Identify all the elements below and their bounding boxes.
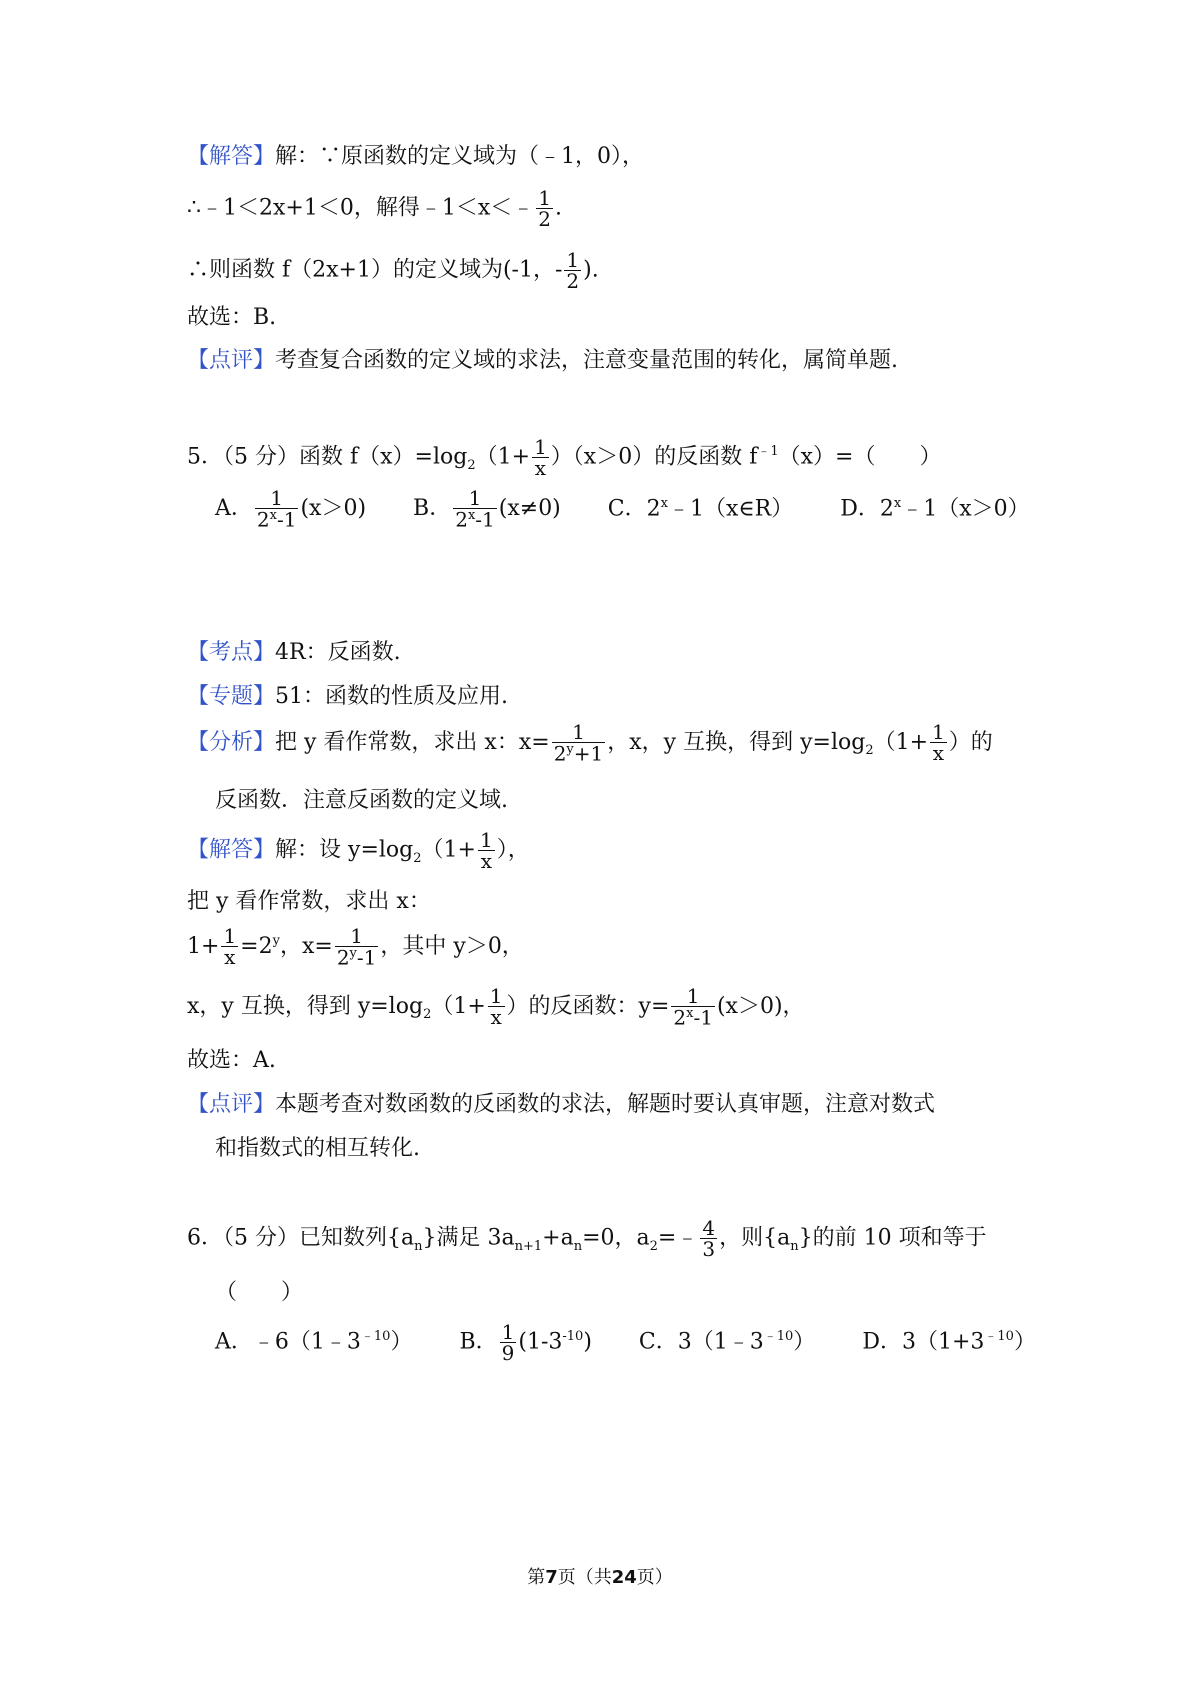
text: ）的反函数：y=	[506, 993, 670, 1019]
q5-solution-line1	[187, 830, 530, 871]
text: （1+	[421, 837, 476, 863]
text: 5．（5 分）函数 f（x）=log	[187, 444, 468, 470]
denominator	[671, 1006, 715, 1028]
denominator: 9	[501, 1341, 515, 1365]
option-label: A．	[215, 495, 253, 521]
text: =2	[240, 933, 273, 959]
text: =﹣	[657, 1225, 699, 1251]
q5-solution-line2: 把 y 看作常数，求出 x：	[187, 889, 431, 914]
option-label: C．	[638, 1329, 678, 1355]
fraction	[532, 437, 549, 478]
text: 把 y 看作常数，求出 x：x=	[275, 729, 550, 755]
q5-option-d[interactable]	[840, 497, 1029, 520]
q6-stem-line2: （ ）	[215, 1280, 304, 1305]
denominator: 2	[538, 207, 551, 231]
page-footer	[0, 1563, 1200, 1589]
denominator	[453, 508, 497, 530]
subscript: n	[414, 1238, 423, 1254]
den-base: 2	[553, 741, 567, 766]
superscript: y	[349, 946, 357, 961]
text: (x＞0)，	[716, 993, 805, 1019]
text: （1+	[873, 729, 929, 755]
q5-kaodian	[187, 642, 401, 664]
numerator: 4	[702, 1216, 716, 1240]
text: ，则{a	[719, 1225, 791, 1251]
tag-jieda: 【解答】	[187, 837, 276, 863]
fraction	[488, 984, 505, 1030]
q6-option-a[interactable]	[215, 1330, 412, 1353]
footer-text: 页（共	[557, 1567, 612, 1588]
option-label: B．	[459, 1329, 498, 1355]
option-label: C．	[607, 495, 647, 521]
q5-options	[215, 488, 1070, 530]
text: ﹣1（x＞0）	[901, 495, 1030, 521]
numerator: 1	[479, 828, 493, 852]
den-rest: -1	[475, 507, 495, 532]
text: ）的	[948, 729, 993, 755]
text: ﹣6（1﹣3	[252, 1329, 361, 1355]
page-number: 7	[545, 1567, 558, 1588]
text: }满足 3a	[422, 1225, 515, 1251]
text: x，y 互换，得到 y=log	[187, 993, 424, 1019]
superscript: ﹣10	[763, 1329, 794, 1345]
numerator: 1	[270, 486, 284, 510]
q5-option-c[interactable]	[608, 497, 793, 520]
denominator: x	[478, 850, 495, 871]
fraction	[552, 722, 606, 764]
superscript: y	[566, 742, 574, 757]
den-base: 2	[673, 1005, 687, 1030]
text: （1+	[431, 993, 486, 1019]
text: 1+	[187, 933, 220, 959]
denominator: 3	[702, 1237, 716, 1261]
q5-fenxi-line2: 反函数．注意反函数的定义域.	[215, 788, 508, 813]
total-pages: 24	[611, 1567, 637, 1588]
superscript: x	[467, 508, 476, 523]
subscript: 2	[413, 850, 422, 866]
text: (1-3	[518, 1329, 563, 1355]
q4-solution-line1	[187, 146, 644, 168]
text: 4R：反函数.	[275, 640, 401, 665]
text: 2	[879, 495, 894, 521]
text: 3（1﹣3	[677, 1329, 764, 1355]
numerator: 1	[572, 720, 585, 744]
q4-solution-line3	[187, 250, 599, 291]
fraction	[453, 488, 497, 530]
superscript: y	[272, 933, 280, 949]
subscript: 2	[865, 743, 874, 759]
numerator: 1	[538, 186, 551, 210]
condition: (x＞0)	[300, 495, 367, 521]
superscript: ﹣10	[984, 1329, 1014, 1345]
subscript: 2	[467, 457, 476, 473]
subscript: n	[573, 1238, 583, 1254]
denominator	[255, 508, 299, 530]
option-label: D．	[840, 495, 880, 521]
fraction	[255, 488, 299, 530]
text: ），	[496, 837, 530, 863]
tag-kaodian: 【考点】	[187, 640, 276, 665]
footer-text: 页）	[636, 1567, 673, 1588]
denominator: x	[488, 1006, 505, 1027]
text: ）（x＞0）的反函数 f	[550, 444, 758, 470]
den-rest: -1	[276, 507, 297, 532]
superscript: -10	[562, 1329, 584, 1345]
text: ﹣1（x∈R）	[667, 495, 794, 521]
numerator: 1	[534, 435, 547, 459]
numerator: 1	[932, 720, 945, 745]
fraction	[335, 926, 379, 968]
text: )	[583, 1329, 592, 1355]
den-rest: -1	[356, 945, 377, 970]
text: 解：∵原函数的定义域为（﹣1，0），	[275, 144, 645, 169]
superscript: x	[686, 1006, 694, 1021]
fraction	[700, 1218, 717, 1259]
q4-answer: 故选：B.	[187, 305, 277, 330]
text: （x）=（ ）	[778, 444, 942, 470]
subscript: 2	[423, 1007, 432, 1023]
q5-review-line2: 和指数式的相互转化.	[215, 1136, 420, 1161]
fraction	[500, 1322, 517, 1363]
tag-dianping: 【点评】	[187, 348, 276, 373]
text: }的前 10 项和等于	[798, 1225, 987, 1251]
text: ，x，y 互换，得到 y=log	[607, 729, 866, 755]
text: ）	[390, 1329, 413, 1355]
text: 解：设 y=log	[275, 837, 414, 863]
q4-solution-line2	[187, 188, 562, 229]
text: +a	[542, 1225, 574, 1251]
text: =0，a	[582, 1225, 650, 1251]
text: 2	[646, 495, 661, 521]
superscript: x	[269, 508, 277, 523]
numerator: 1	[489, 984, 503, 1009]
q6-option-c[interactable]	[639, 1330, 815, 1353]
numerator: 1	[223, 924, 237, 949]
fraction	[564, 250, 581, 291]
fraction	[536, 188, 553, 229]
text: 本题考查对数函数的反函数的求法，解题时要认真审题，注意对数式	[275, 1092, 936, 1117]
denominator: x	[930, 742, 947, 763]
denominator: x	[532, 457, 549, 478]
q5-fenxi	[187, 722, 993, 764]
q6-options	[215, 1322, 1076, 1363]
subscript: n+1	[514, 1238, 543, 1254]
q5-option-b[interactable]	[413, 488, 561, 530]
numerator: 1	[350, 924, 363, 948]
option-label: B．	[413, 495, 452, 521]
q5-solution-line4	[187, 986, 805, 1028]
q4-review	[187, 350, 898, 372]
text: 51：函数的性质及应用.	[275, 684, 509, 709]
den-base: 2	[455, 507, 468, 532]
den-base: 2	[256, 507, 270, 532]
denominator	[335, 946, 379, 968]
denominator: x	[221, 946, 238, 967]
text: 3（1+3	[901, 1329, 985, 1355]
q5-stem	[187, 437, 941, 478]
text: ）	[1013, 1329, 1036, 1355]
den-rest: -1	[693, 1005, 713, 1030]
option-label: A．	[215, 1329, 253, 1355]
q5-review	[187, 1094, 935, 1116]
condition: (x≠0)	[498, 495, 561, 521]
numerator: 1	[501, 1320, 515, 1344]
superscript: x	[660, 495, 668, 511]
fraction	[221, 924, 238, 970]
den-base: 2	[336, 945, 350, 970]
text: 6．（5 分）已知数列{a	[187, 1225, 415, 1251]
q5-solution-line3	[187, 926, 524, 968]
numerator: 1	[686, 984, 700, 1008]
footer-text: 第	[527, 1567, 546, 1588]
q5-option-a[interactable]	[215, 488, 366, 530]
tag-jieda: 【解答】	[187, 144, 276, 169]
subscript: n	[790, 1238, 799, 1254]
tag-fenxi: 【分析】	[187, 729, 276, 755]
text: .	[554, 195, 562, 221]
tag-zhuanti: 【专题】	[187, 684, 276, 709]
text: ）	[793, 1329, 816, 1355]
text: ∴则函数 f（2x+1）的定义域为(-1，-	[187, 257, 563, 283]
q5-answer: 故选：A.	[187, 1048, 276, 1073]
q6-stem	[187, 1218, 987, 1259]
fraction	[478, 830, 495, 871]
text: （1+	[475, 444, 531, 470]
denominator	[552, 742, 606, 764]
option-label: D．	[862, 1329, 902, 1355]
numerator: 1	[566, 248, 580, 272]
text: ).	[583, 257, 599, 283]
q6-option-b[interactable]	[459, 1322, 591, 1363]
numerator: 1	[468, 486, 482, 510]
q6-option-d[interactable]	[862, 1330, 1036, 1353]
fraction	[671, 986, 715, 1028]
superscript: x	[893, 495, 902, 511]
text: ，其中 y＞0，	[380, 933, 524, 959]
fraction	[930, 720, 947, 766]
denominator: 2	[566, 269, 580, 293]
q5-zhuanti	[187, 686, 508, 708]
den-rest: +1	[573, 741, 604, 766]
superscript: ﹣10	[360, 1329, 391, 1345]
subscript: 2	[649, 1238, 658, 1254]
superscript: ﹣1	[757, 444, 779, 460]
text: ∴﹣1＜2x+1＜0，解得﹣1＜x＜﹣	[187, 195, 535, 221]
tag-dianping: 【点评】	[187, 1092, 276, 1117]
text: ，x=	[279, 933, 333, 959]
text: 考查复合函数的定义域的求法，注意变量范围的转化，属简单题.	[275, 348, 899, 373]
